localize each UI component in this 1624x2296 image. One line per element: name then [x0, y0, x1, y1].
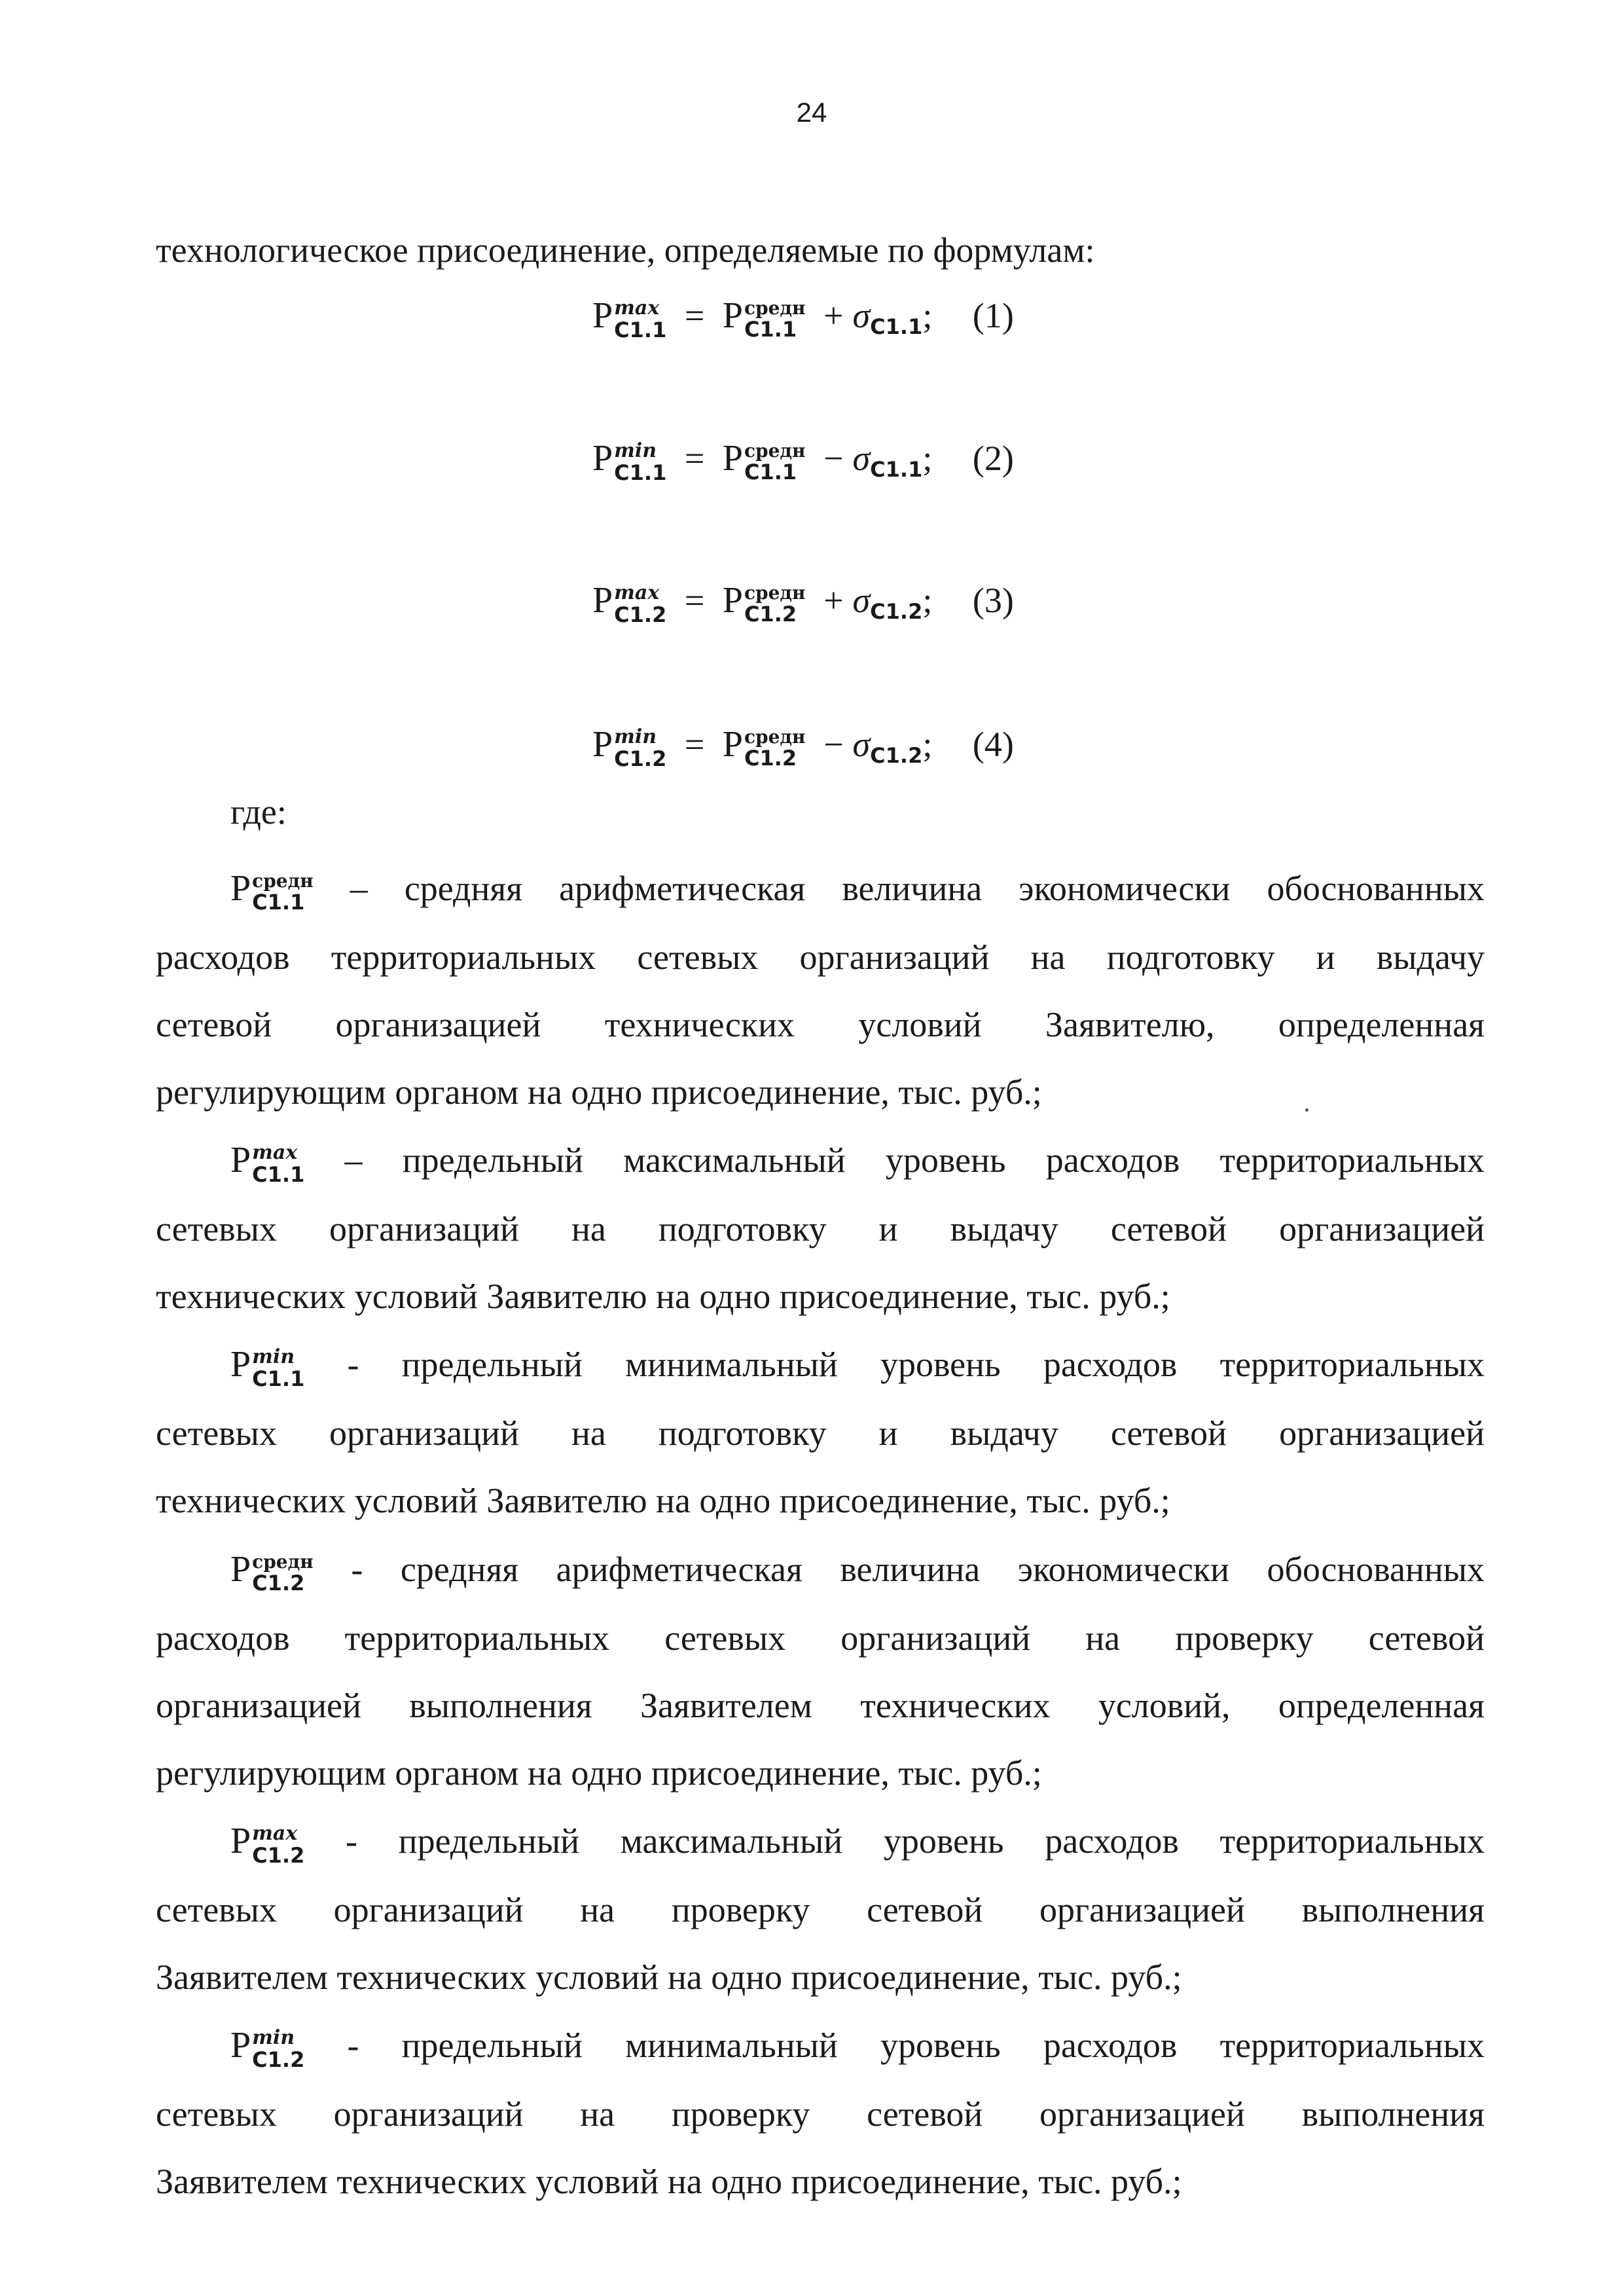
formula-2: P min C1.1 = P средн C1.1 − σC1.1; (2) — [592, 438, 1014, 485]
definition-6-line: сетевых организаций на проверку сетевой организацией выполнения — [156, 2094, 1485, 2134]
definition-1-line: регулирующим органом на одно присоединение, тыс. руб.; — [156, 1072, 1042, 1112]
definition-6-first: P min C1.2 - предельный минимальный уровень расходов территориальных — [230, 2025, 1485, 2072]
formula-4: P min C1.2 = P средн C1.2 − σC1.2; (4) — [592, 724, 1014, 771]
definition-1-line: расходов территориальных сетевых организаций на подготовку и выдачу — [156, 938, 1485, 977]
equation-number: (3) — [972, 581, 1014, 620]
definition-4-first: P средн C1.2 - средняя арифметическая величина экономически обоснованных — [230, 1549, 1485, 1595]
definition-2-line: сетевых организаций на подготовку и выдачу сетевой организацией — [156, 1209, 1485, 1248]
definition-3-line: сетевых организаций на подготовку и выдачу сетевой организацией — [156, 1413, 1485, 1453]
where-label: где: — [230, 792, 287, 831]
definition-2-line: технических условий Заявителю на одно присоединение, тыс. руб.; — [156, 1277, 1170, 1316]
scan-speck — [1305, 1108, 1308, 1112]
definition-4-line: расходов территориальных сетевых организаций на проверку сетевой — [156, 1618, 1485, 1658]
definition-5-line: Заявителем технических условий на одно присоединение, тыс. руб.; — [156, 1958, 1182, 1997]
formula-3: P max C1.2 = P средн C1.2 + σC1.2; (3) — [592, 580, 1014, 627]
page-number: 24 — [796, 97, 827, 128]
definition-1-first: P средн C1.1 – средняя арифметическая величина экономически обоснованных — [230, 868, 1485, 915]
formula-1: P max C1.1 = P средн C1.1 + σC1.1; (1) — [592, 295, 1014, 342]
definition-3-line: технических условий Заявителю на одно присоединение, тыс. руб.; — [156, 1481, 1170, 1520]
intro-line: технологическое присоединение, определяемые по формулам: — [156, 230, 1095, 270]
definition-2-first: P max C1.1 – предельный максимальный уровень расходов территориальных — [230, 1140, 1485, 1187]
formula-symbol-p: P — [592, 295, 613, 336]
definition-4-line: регулирующим органом на одно присоединение, тыс. руб.; — [156, 1753, 1042, 1793]
definition-5-line: сетевых организаций на проверку сетевой организацией выполнения — [156, 1890, 1485, 1929]
equation-number: (2) — [972, 439, 1014, 478]
definition-1-line: сетевой организацией технических условий Заявителю, определенная — [156, 1005, 1485, 1044]
definition-3-first: P min C1.1 - предельный минимальный уровень расходов территориальных — [230, 1344, 1485, 1391]
definition-5-first: P max C1.2 - предельный максимальный уровень расходов территориальных — [230, 1821, 1485, 1868]
equation-number: (1) — [972, 296, 1014, 335]
definition-4-line: организацией выполнения Заявителем технических условий, определенная — [156, 1686, 1485, 1725]
definition-6-line: Заявителем технических условий на одно присоединение, тыс. руб.; — [156, 2162, 1182, 2201]
equation-number: (4) — [972, 725, 1014, 764]
